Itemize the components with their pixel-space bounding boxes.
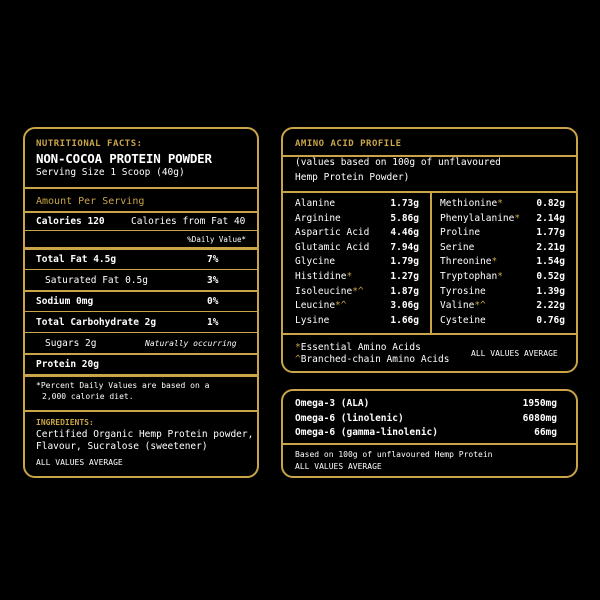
amino-value: 1.39g	[536, 285, 565, 297]
amino-value: 1.77g	[536, 227, 565, 239]
amino-marker: *	[491, 256, 498, 268]
amino-value: 3.06g	[390, 300, 419, 312]
amino-value: 0.82g	[536, 198, 565, 209]
divider	[25, 410, 257, 412]
amino-name: Glutamic Acid	[295, 241, 370, 253]
amino-value: 2.14g	[536, 212, 565, 224]
amino-name: Proline	[440, 227, 481, 239]
divider	[283, 333, 576, 335]
daily-value-footnote-line1: *Percent Daily Values are based on a	[36, 381, 210, 390]
amino-name: Valine*^	[440, 300, 486, 312]
divider	[25, 269, 257, 270]
amino-name: Alanine	[295, 198, 336, 209]
daily-value-footnote-line2: 2,000 calorie diet.	[42, 392, 134, 401]
amino-value: 1.27g	[390, 271, 419, 282]
omega-name: Omega-3 (ALA)	[295, 398, 370, 409]
divider	[25, 230, 257, 231]
column-divider	[430, 191, 432, 334]
amino-value: 1.79g	[390, 256, 419, 268]
amino-name: Methionine*	[440, 198, 503, 209]
amino-marker: *^	[474, 300, 486, 312]
omega-name: Omega-6 (linolenic)	[295, 412, 404, 424]
amino-value: 5.86g	[390, 212, 419, 224]
omega-all-values-average: ALL VALUES AVERAGE	[295, 462, 382, 471]
amino-acid-panel	[281, 127, 578, 373]
ingredients-label: INGREDIENTS:	[36, 418, 94, 427]
divider	[283, 443, 576, 445]
amino-value: 1.54g	[536, 256, 565, 268]
amino-subtitle-line2: Hemp Protein Powder)	[295, 172, 410, 183]
amino-marker: *	[514, 212, 521, 224]
divider	[25, 290, 257, 292]
omega-value: 1950mg	[522, 398, 557, 409]
omega-value: 6080mg	[522, 412, 557, 424]
amino-value: 0.52g	[536, 271, 565, 282]
amino-name: Phenylalanine*	[440, 212, 521, 224]
calories-from-fat: Calories from Fat 40	[131, 216, 246, 227]
daily-value-header: %Daily Value*	[187, 235, 246, 244]
amino-name: Threonine*	[440, 256, 498, 268]
amino-title: AMINO ACID PROFILE	[295, 139, 402, 149]
ingredients-line1: Certified Organic Hemp Protein powder,	[36, 429, 254, 440]
amino-value: 1.66g	[390, 314, 419, 326]
product-name: NON-COCOA PROTEIN POWDER	[36, 151, 212, 166]
omega-note: Based on 100g of unflavoured Hemp Protein	[295, 450, 493, 459]
amino-marker: *^	[335, 300, 347, 312]
calories: Calories 120	[36, 216, 105, 227]
amino-name: Leucine*^	[295, 300, 347, 312]
amino-marker: *	[346, 271, 353, 282]
omega-value: 66mg	[534, 427, 557, 438]
essential-legend: *Essential Amino Acids	[295, 342, 421, 353]
amino-name: Cysteine	[440, 314, 486, 326]
nutrition-header-label: NUTRITIONAL FACTS:	[36, 139, 143, 149]
serving-size: Serving Size 1 Scoop (40g)	[36, 167, 185, 178]
omega-panel	[281, 389, 578, 478]
amino-subtitle-line1: (values based on 100g of unflavoured	[295, 157, 501, 168]
amino-value: 7.94g	[390, 241, 419, 253]
amino-value: 2.22g	[536, 300, 565, 312]
amino-value: 1.73g	[390, 198, 419, 209]
divider	[25, 374, 257, 377]
amino-marker: *	[497, 198, 503, 209]
divider	[25, 211, 257, 213]
amino-value: 4.46g	[390, 227, 419, 239]
amino-marker: *^	[352, 285, 364, 297]
divider	[25, 187, 257, 189]
divider	[25, 332, 257, 333]
amino-name: Arginine	[295, 212, 341, 224]
amino-marker: *	[497, 271, 503, 282]
amino-value: 2.21g	[536, 241, 565, 253]
ingredients-line2: Flavour, Sucralose (sweetener)	[36, 441, 208, 452]
amino-name: Isoleucine*^	[295, 285, 364, 297]
amino-value: 1.87g	[390, 285, 419, 297]
amino-name: Histidine*	[295, 271, 353, 282]
divider	[25, 353, 257, 355]
amino-name: Tryptophan*	[440, 271, 503, 282]
amino-name: Serine	[440, 241, 475, 253]
divider	[25, 311, 257, 312]
divider	[25, 247, 257, 250]
amino-name: Glycine	[295, 256, 336, 268]
amino-name: Tyrosine	[440, 285, 486, 297]
branched-legend: ^Branched-chain Amino Acids	[295, 354, 450, 365]
amino-value: 0.76g	[536, 314, 565, 326]
omega-name: Omega-6 (gamma-linolenic)	[295, 427, 438, 438]
amino-name: Lysine	[295, 314, 330, 326]
nutrition-facts-panel: NUTRITIONAL FACTS: NON-COCOA PROTEIN POWDER Serving Size 1 Scoop (40g) Amount Per Serving Calories 120 Calories from Fat 40 %Daily Value* Total Fat 4.5g 7% Saturated Fat 0.5g 3% Sodium 0mg 0% Total Carbohydrate 2g 1% Sugars 2g Naturally occurring Protein 20g *Percent Daily Values are based on a 2,000 calorie diet. INGREDIENTS: Certified Organic Hemp Protein powder, Flavour, Sucralose (sweetener) ALL VALUES AVERAGE	[23, 127, 259, 478]
amino-name: Aspartic Acid	[295, 227, 370, 239]
amino-all-values-average: ALL VALUES AVERAGE	[471, 349, 558, 358]
all-values-average: ALL VALUES AVERAGE	[36, 458, 123, 467]
